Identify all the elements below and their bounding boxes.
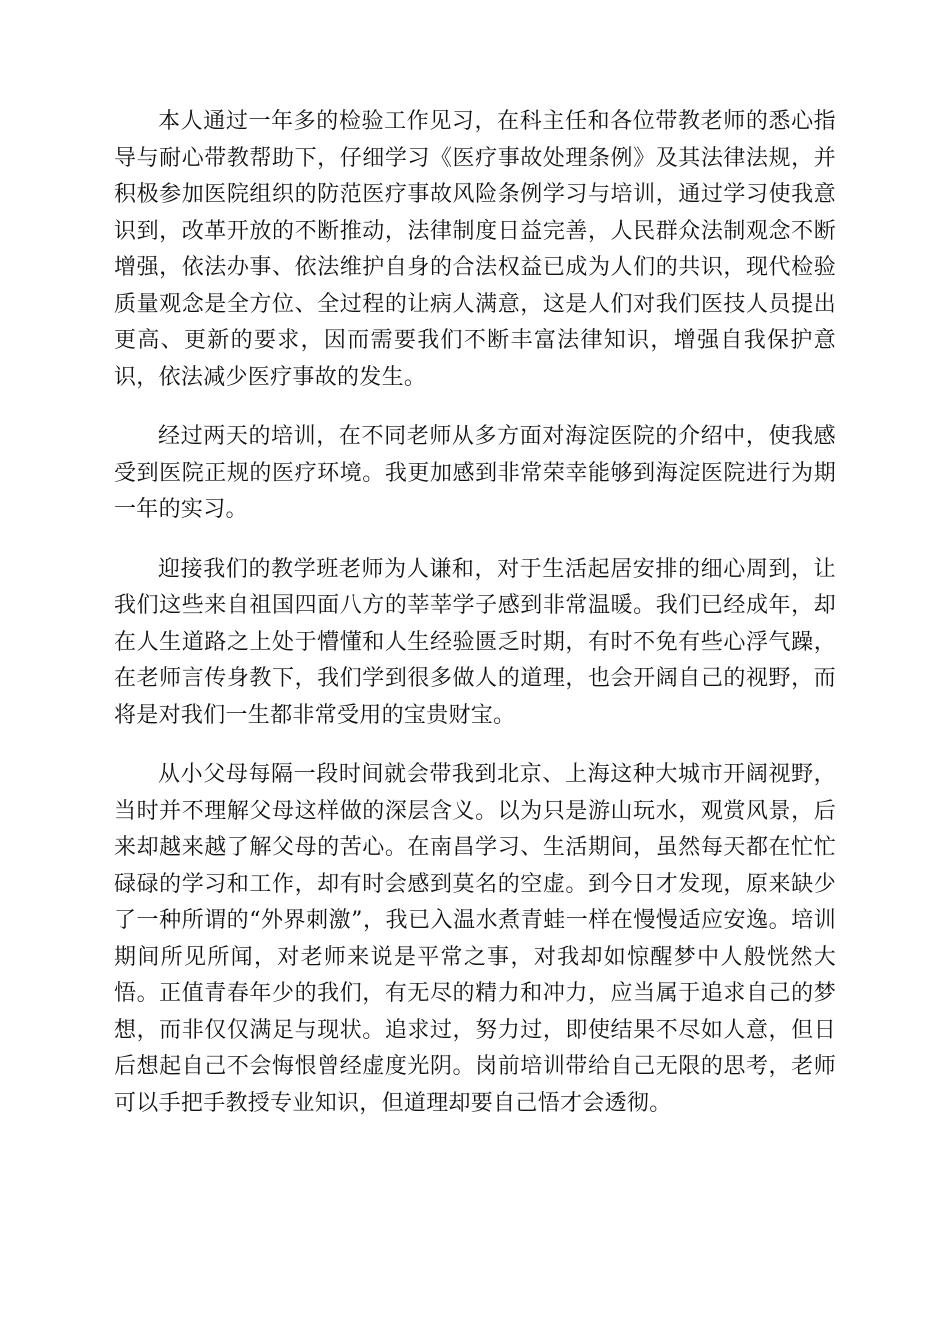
paragraph-1: 本人通过一年多的检验工作见习，在科主任和各位带教老师的悉心指导与耐心带教帮助下，仔细学习《医疗事故处理条例》及其法律法规，并积极参加医院组织的防范医疗事故风险条例学习与培训，通过学习使我意识到，改革开放的不断推动，法律制度日益完善，人民群众法制观念不断增强，依法办事、依法维护自身的合法权益已成为人们的共识，现代检验质量观念是全方位、全过程的让病人满意，这是人们对我们医技人员提出更高、更新的要求，因而需要我们不断丰富法律知识，增强自我保护意识，依法减少医疗事故的发生。 [114,109,836,390]
paragraph-2: 经过两天的培训，在不同老师从多方面对海淀医院的介绍中，使我感受到医院正规的医疗环境。我更加感到非常荣幸能够到海淀医院进行为期一年的实习。 [114,424,836,522]
paragraph-4: 从小父母每隔一段时间就会带我到北京、上海这种大城市开阔视野，当时并不理解父母这样做的深层含义。以为只是游山玩水，观赏风景，后来却越来越了解父母的苦心。在南昌学习、生活期间，虽然每天都在忙忙碌碌的学习和工作，却有时会感到莫名的空虚。到今日才发现，原来缺少了一种所谓的“外界刺激”，我已入温水煮青蛙一样在慢慢适应安逸。培训期间所见所闻，对老师来说是平常之事，对我却如惊醒梦中人般恍然大悟。正值青春年少的我们，有无尽的精力和冲力，应当属于追求自己的梦想，而非仅仅满足与现状。追求过，努力过，即使结果不尽如人意，但日后想起自己不会悔恨曾经虚度光阴。岗前培训带给自己无限的思考，老师可以手把手教授专业知识，但道理却要自己悟才会透彻。 [114,762,836,1116]
paragraph-3: 迎接我们的教学班老师为人谦和，对于生活起居安排的细心周到，让我们这些来自祖国四面八方的莘莘学子感到非常温暖。我们已经成年，却在人生道路之上处于懵懂和人生经验匮乏时期，有时不免有些心浮气躁，在老师言传身教下，我们学到很多做人的道理，也会开阔自己的视野，而将是对我们一生都非常受用的宝贵财宝。 [114,556,836,728]
document-body [114,104,836,1145]
